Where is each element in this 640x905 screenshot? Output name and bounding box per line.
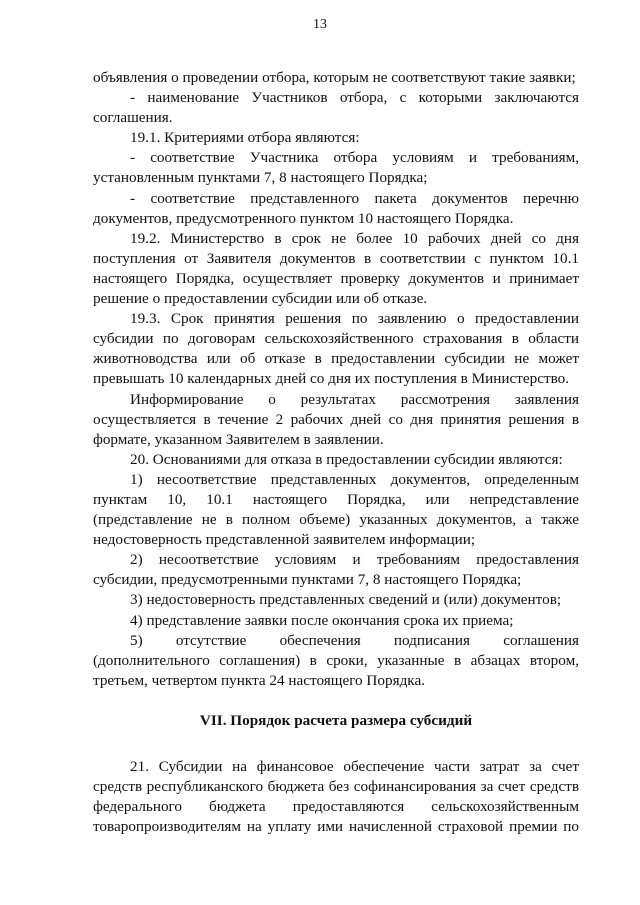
paragraph: Информирование о результатах рассмотрения заявления осуществляется в течение 2 рабочих дней со дня принятия решения в формате, указанном Заявителем в заявлении. xyxy=(93,390,579,448)
paragraph: объявления о проведении отбора, которым не соответствуют такие заявки; xyxy=(93,69,576,86)
list-item: 3) недостоверность представленных сведений и (или) документов; xyxy=(130,591,562,609)
section-heading: VII. Порядок расчета размера субсидий xyxy=(199,711,473,729)
list-item: 1) несоответствие представленных документов, определенным пунктам 10, 10.1 настоящего Порядка, или непредставление (представление не в полном объеме) указанных документов, а также недостоверность представленной заявителем информации; xyxy=(93,470,579,549)
list-item: 4) представление заявки после окончания срока их приема; xyxy=(130,611,514,629)
paragraph: 19.3. Срок принятия решения по заявлению о предоставлении субсидии по договорам сельскохозяйственного страхования в области животноводства или об отказе в предоставлении субсидии не может превышать 10 календарных дней со дня их поступления в Министерство. xyxy=(93,310,579,388)
paragraph: 19.1. Критериями отбора являются: xyxy=(130,129,360,147)
document-body xyxy=(93,68,579,837)
page-number: 13 xyxy=(313,17,327,32)
list-item: 5) отсутствие обеспечения подписания соглашения (дополнительного соглашения) в сроки, указанные в абзацах втором, третьем, четвертом пункта 24 настоящего Порядка. xyxy=(93,631,579,689)
list-item: 2) несоответствие условиям и требованиям предоставления субсидии, предусмотренными пунктами 7, 8 настоящего Порядка; xyxy=(93,551,579,589)
paragraph: 19.2. Министерство в срок не более 10 рабочих дней со дня поступления от Заявителя документов в соответствии с пунктом 10.1 настоящего Порядка, осуществляет проверку документов и принимает решение о предоставлении субсидии или об отказе. xyxy=(93,229,579,308)
paragraph: - соответствие представленного пакета документов перечню документов, предусмотренного пунктом 10 настоящего Порядка. xyxy=(93,189,579,227)
paragraph: 20. Основаниями для отказа в предоставлении субсидии являются: xyxy=(130,450,563,468)
paragraph: - наименование Участников отбора, с которыми заключаются соглашения. xyxy=(93,89,579,127)
paragraph: - соответствие Участника отбора условиям и требованиям, установленным пунктами 7, 8 настоящего Порядка; xyxy=(93,149,579,187)
paragraph: 21. Субсидии на финансовое обеспечение части затрат за счет средств республиканского бюджета без софинансирования за счет средств федерального бюджета предоставляются сельскохозяйственным товаропроизводителям на уплату ими начисленной страховой премии по xyxy=(93,757,579,836)
